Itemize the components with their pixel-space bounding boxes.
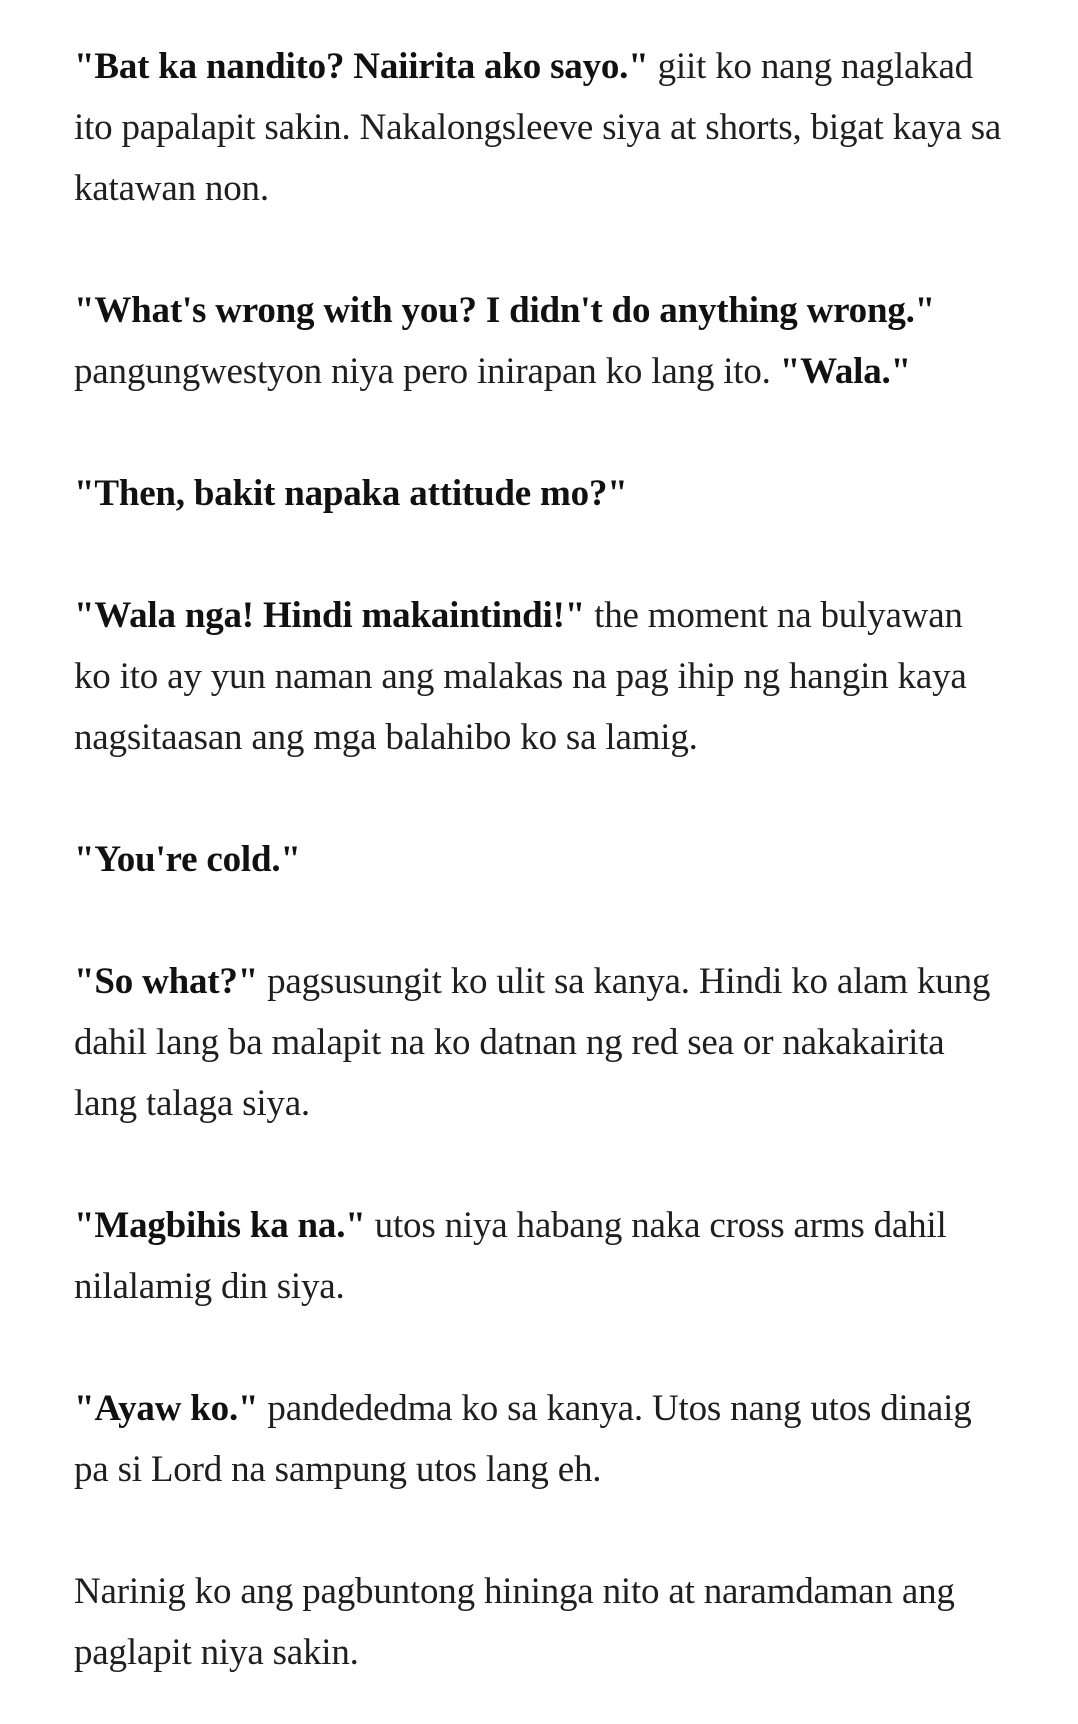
dialogue-text: "Magbihis ka na." — [74, 1205, 366, 1246]
dialogue-text-secondary: "Wala." — [779, 351, 911, 392]
dialogue-text: "You're cold." — [74, 839, 301, 880]
dialogue-text: "Bat ka nandito? Naiirita ako sayo." — [74, 46, 649, 87]
dialogue-text: "Then, bakit napaka attitude mo?" — [74, 473, 628, 514]
narration-text: giit ko nang naglakad ito papalapit sakin. Nakalongsleeve siya at shorts, bigat kaya sa katawan non. — [74, 46, 1002, 209]
dialogue-text: "So what?" — [74, 961, 259, 1002]
narration-text: pandededma ko sa kanya. Utos nang utos dinaig pa si Lord na sampung utos lang eh. — [74, 1388, 972, 1490]
paragraph-8 — [74, 1378, 1004, 1500]
paragraph-9 — [74, 1561, 1004, 1683]
paragraph-5 — [74, 829, 1004, 890]
narration-text: utos niya habang naka cross arms dahil nilalamig din siya. — [74, 1205, 947, 1307]
narration-text: pagsusungit ko ulit sa kanya. Hindi ko alam kung dahil lang ba malapit na ko datnan ng red sea or nakakairita lang talaga siya. — [74, 961, 991, 1124]
narration-text: pangungwestyon niya pero inirapan ko lang ito. — [74, 351, 780, 392]
dialogue-text: "Wala nga! Hindi makaintindi!" — [74, 595, 586, 636]
paragraph-6 — [74, 951, 1004, 1134]
narration-text: the moment na bulyawan ko ito ay yun naman ang malakas na pag ihip ng hangin kaya nagsitaasan ang mga balahibo ko sa lamig. — [74, 595, 967, 758]
dialogue-text: "Ayaw ko." — [74, 1388, 259, 1429]
paragraph-4 — [74, 585, 1004, 768]
paragraph-3 — [74, 463, 1004, 524]
paragraph-2 — [74, 280, 1004, 402]
paragraph-7 — [74, 1195, 1004, 1317]
narration-text: Narinig ko ang pagbuntong hininga nito at naramdaman ang paglapit niya sakin. — [74, 1571, 955, 1673]
dialogue-text: "What's wrong with you? I didn't do anything wrong." — [74, 290, 936, 331]
paragraph-1 — [74, 36, 1004, 219]
